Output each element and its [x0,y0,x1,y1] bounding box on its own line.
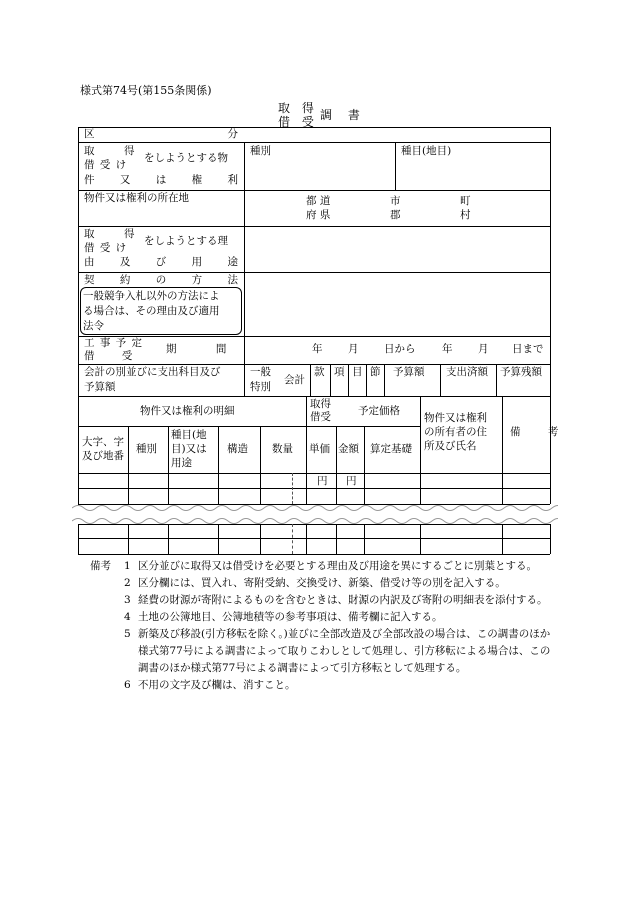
note-number: 1 [124,560,131,572]
date-part: 日から [384,343,416,355]
label-line [84,256,238,269]
rule [420,524,421,554]
planned-price-label: 予定価格 [358,405,400,417]
location-part: 市 [390,195,401,207]
acq-label: 取得 [310,398,331,410]
col-aza: 及び地番 [82,450,124,462]
label-char: 又 [119,174,131,186]
rule [78,426,306,427]
col-amount: 金額 [338,443,359,455]
label-line [84,174,238,187]
col-aza: 大字、字 [82,436,124,448]
contract-label [84,274,238,287]
rule [550,127,551,504]
note-item [80,575,560,592]
rule [78,364,550,365]
rule [420,396,421,504]
rule [78,524,79,554]
contract-note-line: 法令 [83,320,104,332]
label-line: 借 受 け [84,242,128,254]
note-item [80,558,560,575]
note-number: 5 [124,628,131,640]
label-char: 途 [227,256,238,268]
account-col-setsu: 節 [370,366,381,378]
account-col-remaining: 予算残額 [500,366,542,378]
rule [260,524,261,554]
shubetsu-field[interactable]: 種別 [250,145,271,157]
rule [306,396,307,504]
rule [550,524,551,554]
rule [78,396,550,397]
account-suffix: 会計 [284,374,305,386]
location-part: 村 [460,209,471,221]
acq-label: 借受 [310,411,331,423]
account-type-special: 特別 [250,381,271,393]
date-part: 日まで [512,343,544,355]
label-suffix: をしようとする理 [144,235,228,247]
rule [218,524,219,554]
schedule-label-line: 借 受 [84,350,145,362]
note-text: 区分並びに取得又は借受けを必要とする理由及び用途を異にするごとに別葉とする。 [138,560,537,572]
title-lease: 借 受 [278,115,318,129]
note-number: 2 [124,577,131,589]
details-header: 物件又は権利の明細 [140,405,235,417]
schedule-period-label: 期 間 [166,343,245,355]
label-char: 及 [119,256,131,268]
rule [348,364,349,396]
label-char: 得 [124,228,135,240]
title-acquire: 取 得 [278,101,318,115]
break-line [72,502,558,514]
account-label-line: 予算額 [84,381,116,393]
shumoku-field[interactable]: 種目(地目) [401,145,452,157]
col-shumoku: 種目(地 [171,429,207,441]
owner-label-line: の所有者の住 [424,426,487,438]
note-text: 区分欄には、買入れ、寄附受納、交換受け、新築、借受け等の別を記入する。 [138,577,506,589]
location-part: 町 [460,195,471,207]
label-char: 約 [119,274,131,286]
col-kind: 種別 [136,443,157,455]
col-structure: 構造 [227,443,248,455]
account-col-moku: 目 [352,366,363,378]
kubun-char: 区 [84,128,95,140]
rule [306,524,307,554]
note-text: 新築及び移設(引方移転を除く。)並びに全部改造及び全部改設の場合は、この調書のほか様式第77号による調書によって取りこわしとして処理し、引方移転による場合は、この調書のほか様式第77号による調書によって引方移転として処理する。 [138,628,551,674]
location-part: 府 県 [306,209,331,221]
date-part: 月 [348,343,359,355]
rule [336,524,337,554]
note-item [80,592,560,609]
rule [168,524,169,554]
label-char: 用 [191,256,203,268]
owner-label-line: 所及び氏名 [424,440,477,452]
label-char: 取 [84,228,95,240]
label-char: 権 [191,174,203,186]
rule [78,226,550,227]
contract-note-line: る場合は、その理由及び適用 [83,305,220,317]
rule [78,272,550,273]
account-col-spent: 支出済額 [446,366,488,378]
notes-head: 備考 [90,560,111,572]
rule [496,364,497,396]
rule [336,426,337,504]
col-shumoku: 用途 [171,457,192,469]
col-basis: 算定基礎 [370,443,412,455]
note-number: 4 [124,611,131,623]
note-item [80,626,560,677]
kubun-label [84,128,238,141]
location-label: 物件又は権利の所在地 [84,192,189,204]
rule [78,190,550,191]
date-part: 月 [478,343,489,355]
rule [218,426,219,504]
rule [128,426,129,504]
date-part: 年 [312,343,323,355]
label-char: び [155,256,167,268]
col-quantity: 数量 [272,443,293,455]
account-col-budget: 予算額 [393,366,425,378]
rule [78,538,550,539]
rule [78,488,550,489]
yen-unit-price: 円 [317,475,328,487]
rule [128,524,129,554]
rule [502,524,503,554]
break-line [72,515,558,527]
rule [244,142,245,396]
title-report: 調 書 [320,108,366,122]
form-reference: 様式第74号(第155条関係) [80,84,212,97]
location-part: 郡 [390,209,401,221]
label-line: 借 受 け [84,159,128,171]
rule [260,426,261,504]
rule [292,473,293,504]
rule [306,426,420,427]
remarks-label: 備 考 [510,426,571,438]
rule [384,364,385,396]
account-type-general: 一般 [250,366,271,378]
col-shumoku: 目)又は [171,443,207,455]
note-item [80,609,560,626]
rule [395,142,396,190]
rule [78,336,550,337]
rule [502,396,503,504]
rule [292,524,293,554]
notes-section [80,558,560,694]
label-char: 取 [84,145,95,157]
rule [78,127,79,504]
note-item [80,677,560,694]
rule [78,142,550,143]
rule [330,364,331,396]
label-char: 件 [84,174,95,186]
note-number: 3 [124,594,131,606]
label-char: 得 [124,145,135,157]
label-char: 方 [191,274,203,286]
location-part: 都 道 [306,195,331,207]
note-text: 経費の財源が寄附によるものを含むときは、財源の内訳及び寄附の明細表を添付する。 [138,594,548,606]
date-part: 年 [442,343,453,355]
col-unit-price: 単価 [309,443,330,455]
label-char: 由 [84,256,95,268]
account-col-kan: 款 [314,366,325,378]
contract-note-line: 一般競争入札以外の方法によ [83,290,220,302]
yen-amount: 円 [346,475,357,487]
label-char: は [155,174,167,186]
label-char: 利 [227,174,238,186]
rule [364,524,365,554]
account-col-kou: 項 [334,366,345,378]
rule [168,426,169,504]
owner-label-line: 物件又は権利 [424,412,487,424]
note-number: 6 [124,679,131,691]
kubun-char: 分 [227,128,238,140]
rule [440,364,441,396]
note-text: 土地の公簿地目、公簿地積等の参考事項は、備考欄に記入する。 [138,611,443,623]
label-char: 契 [84,274,95,286]
rule [364,426,365,504]
rule [78,554,550,555]
label-char: 法 [227,274,238,286]
schedule-label-line: 工 事 予 定 [84,337,144,349]
note-text: 不用の文字及び欄は、消すこと。 [138,679,296,691]
label-suffix: をしようとする物 [144,152,228,164]
account-label-line: 会計の別並びに支出科目及び [84,366,221,378]
rule [78,473,550,474]
rule [366,364,367,396]
label-char: の [155,274,167,286]
rule [310,364,311,396]
